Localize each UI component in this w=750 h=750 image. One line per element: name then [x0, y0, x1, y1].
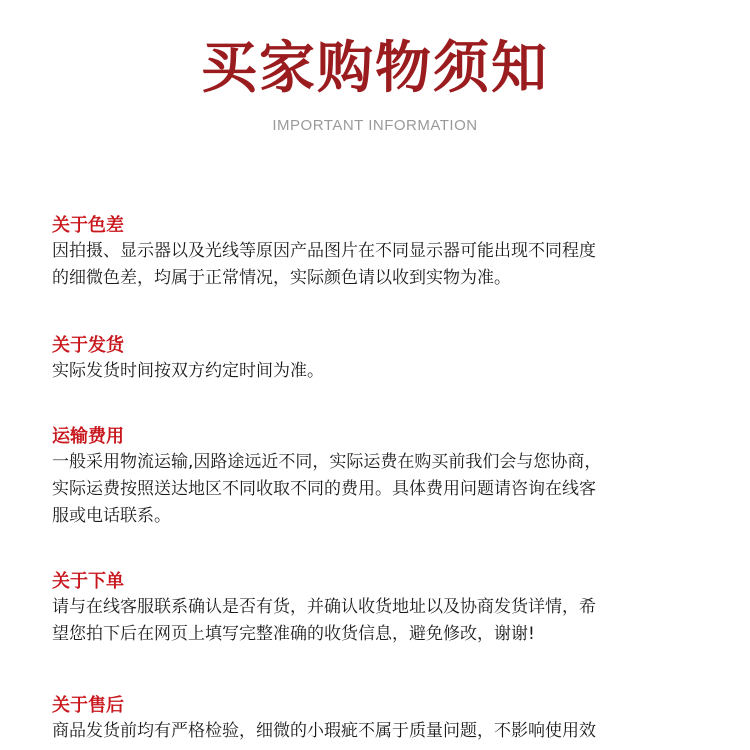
section-body	[52, 594, 702, 648]
section-body	[52, 718, 702, 745]
section-body	[52, 449, 702, 530]
section-shipping-cost	[52, 426, 702, 530]
section-after-sales	[52, 695, 702, 745]
body-line: 服或电话联系。	[52, 506, 171, 526]
body-line: 商品发货前均有严格检验，细微的小瑕疵不属于质量问题，不影响使用效	[52, 721, 596, 741]
section-heading: 关于售后	[52, 695, 124, 716]
page-title: 买家购物须知	[201, 36, 549, 101]
section-shipping	[52, 335, 702, 385]
section-ordering	[52, 571, 702, 648]
body-line: 因拍摄、显示器以及光线等原因产品图片在不同显示器可能出现不同程度	[52, 241, 596, 261]
body-line: 请与在线客服联系确认是否有货，并确认收货地址以及协商发货详情，希	[52, 597, 596, 617]
section-heading: 运输费用	[52, 426, 124, 447]
body-line: 实际运费按照送达地区不同收取不同的费用。具体费用问题请咨询在线客	[52, 479, 596, 499]
section-body	[52, 358, 702, 385]
body-line: 的细微色差，均属于正常情况，实际颜色请以收到实物为准。	[52, 268, 511, 288]
section-heading: 关于色差	[52, 215, 124, 236]
section-heading: 关于下单	[52, 571, 124, 592]
section-heading: 关于发货	[52, 335, 124, 356]
section-color-difference	[52, 215, 702, 292]
body-line: 实际发货时间按双方约定时间为准。	[52, 361, 324, 381]
page-subtitle: IMPORTANT INFORMATION	[272, 117, 478, 134]
section-body	[52, 238, 702, 292]
body-line: 一般采用物流运输,因路途远近不同，实际运费在购买前我们会与您协商，	[52, 452, 602, 472]
body-line: 望您拍下后在网页上填写完整准确的收货信息，避免修改，谢谢!	[52, 624, 535, 644]
